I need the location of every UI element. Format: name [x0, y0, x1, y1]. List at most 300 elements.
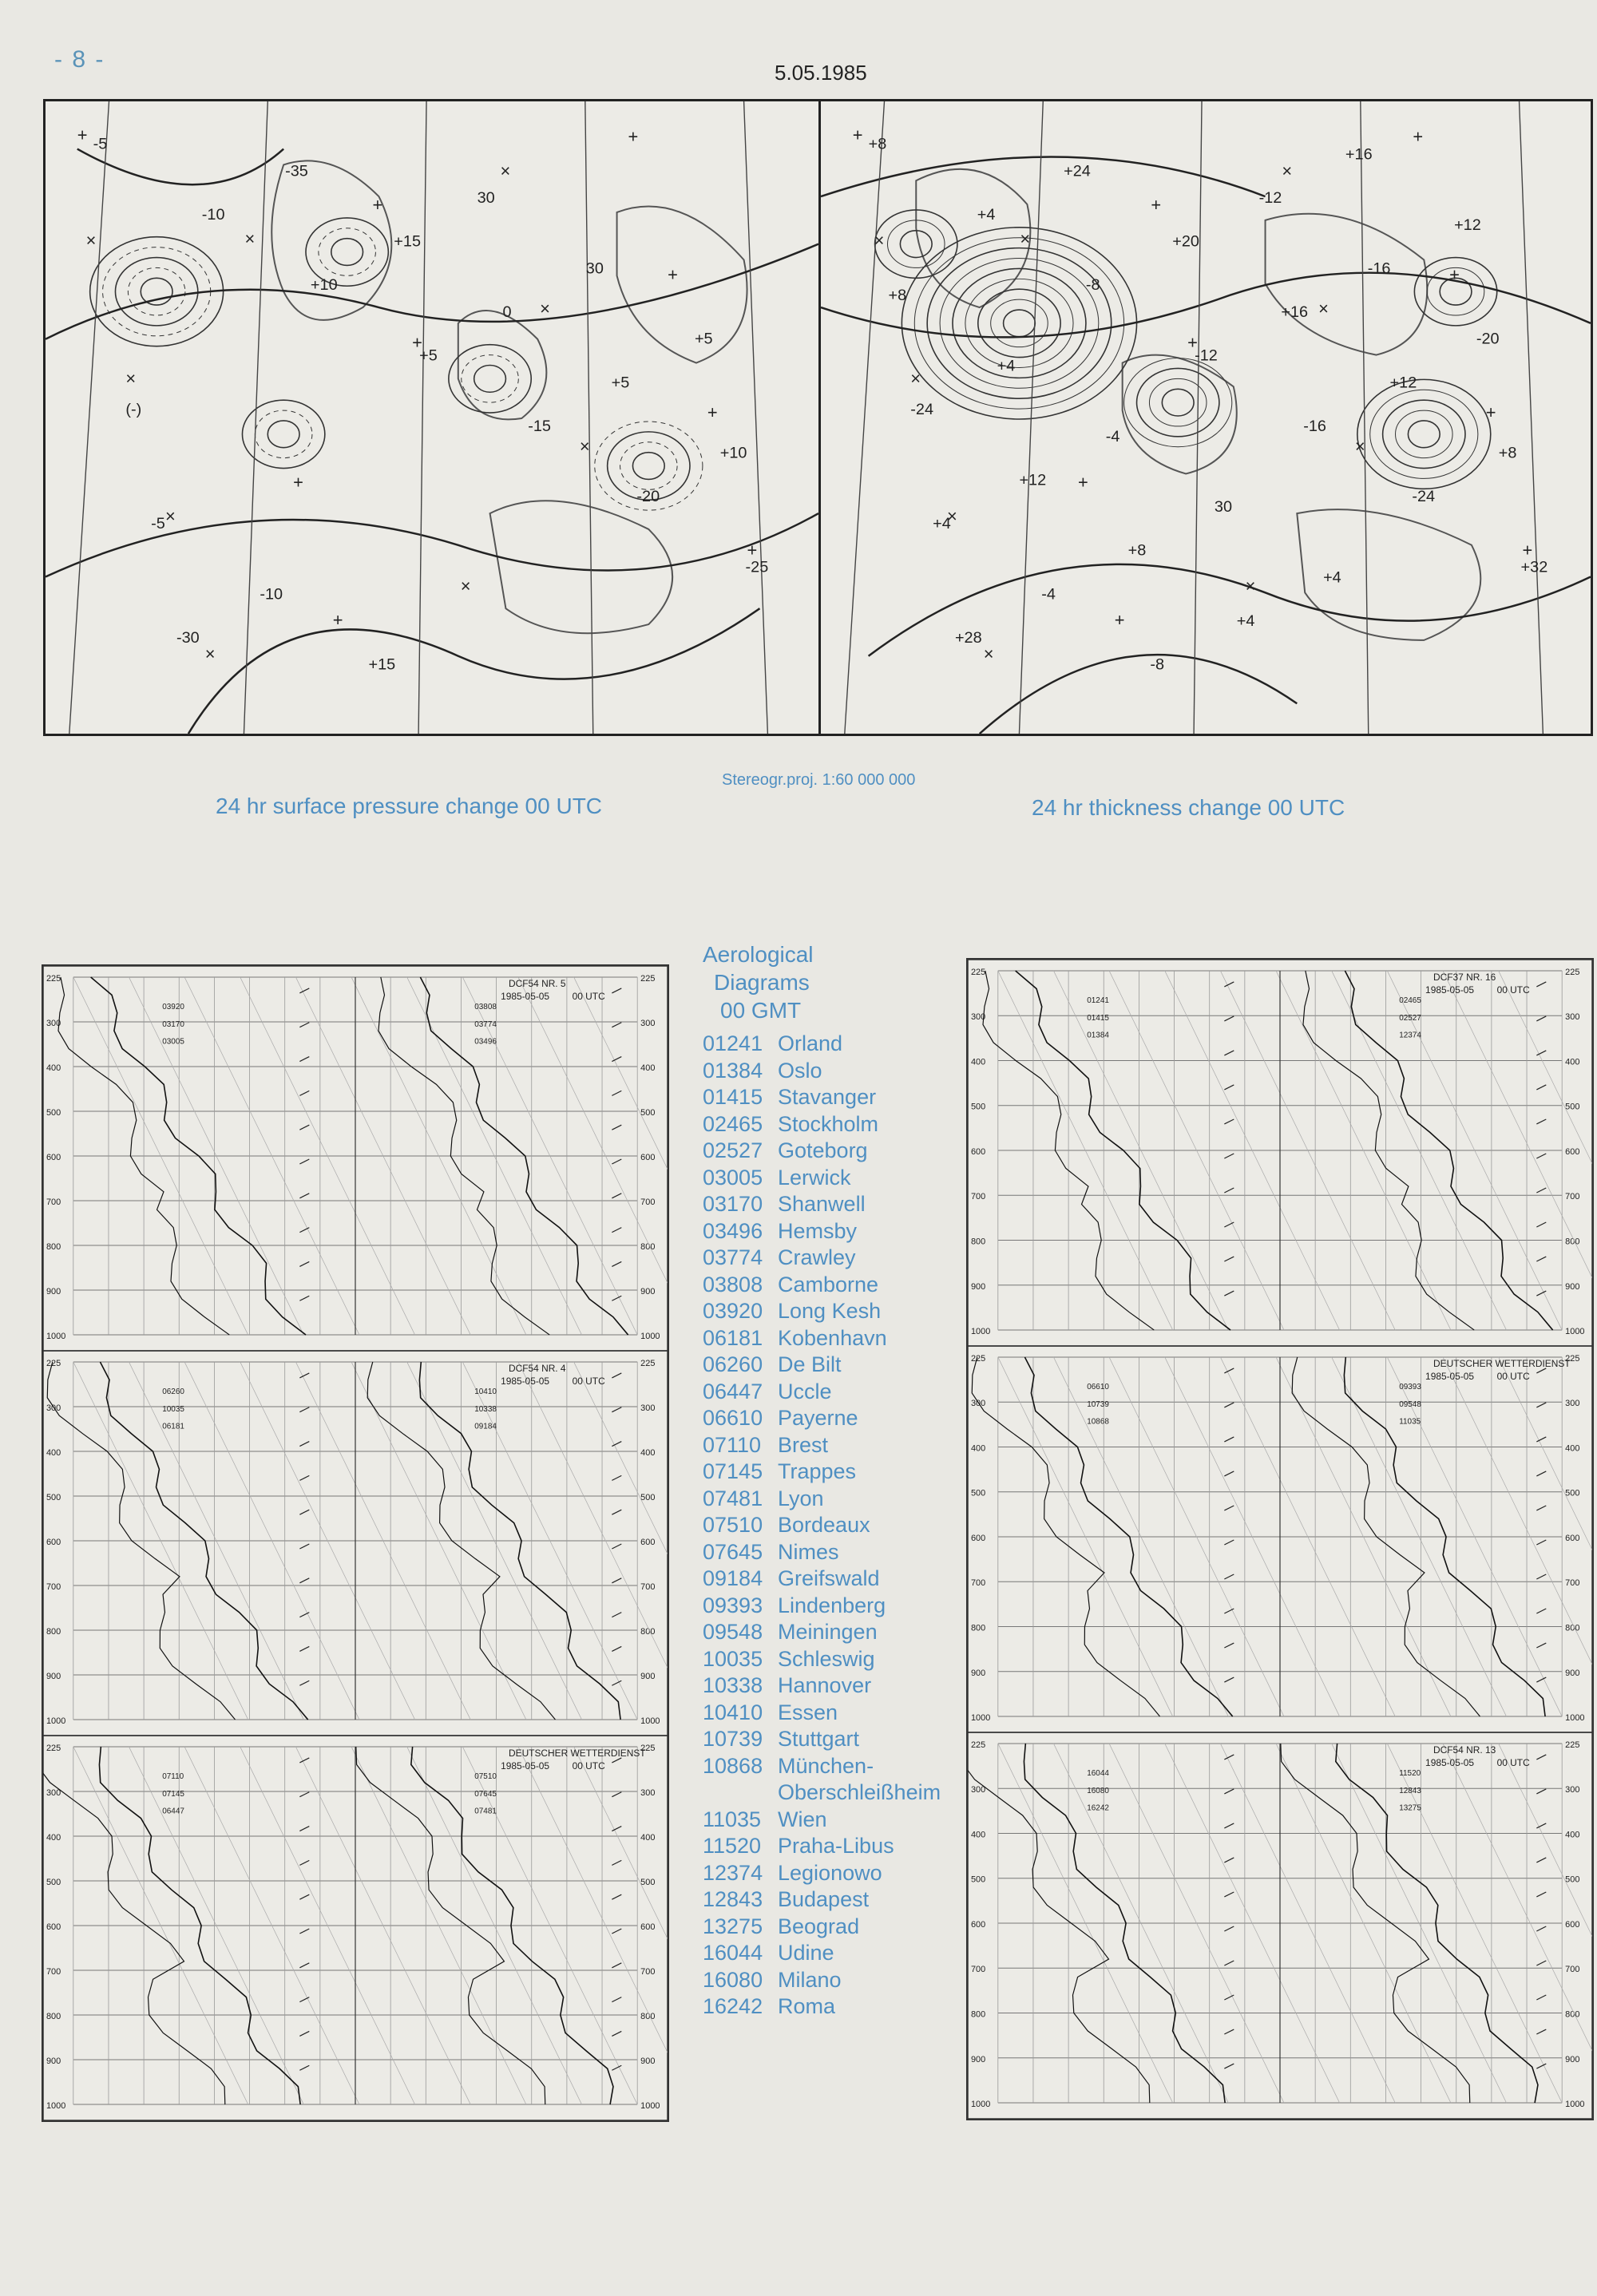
isoline-label: -5	[151, 514, 165, 532]
station-code: 10739	[703, 1727, 763, 1751]
wind-barb	[612, 1228, 621, 1233]
station-name: Bordeaux	[778, 1513, 870, 1537]
isoline-label: 30	[477, 189, 495, 208]
sounding-panel	[43, 966, 668, 1351]
pressure-level-label: 400	[640, 1447, 656, 1458]
station-code: 11035	[703, 1807, 762, 1831]
isoline-label: +28	[954, 628, 982, 647]
wind-barb	[612, 1475, 621, 1480]
station-name: Oberschleißheim	[778, 1780, 941, 1804]
wind-barb	[1224, 1119, 1234, 1124]
cross-marker: +	[293, 472, 303, 493]
panel-station-code: 09548	[1399, 1399, 1421, 1409]
sounding-panel	[968, 960, 1592, 1346]
station-row	[703, 1914, 958, 1941]
pressure-level-label: 300	[46, 1787, 61, 1798]
wind-barb	[1536, 1471, 1546, 1476]
wind-barb	[1536, 1961, 1546, 1965]
panel-station-code: 11035	[1399, 1417, 1421, 1427]
wind-barb	[1224, 1051, 1234, 1055]
wind-barb	[612, 1407, 621, 1412]
cross-marker: ×	[125, 368, 137, 389]
station-row	[703, 1753, 958, 1780]
wind-barb	[1224, 1403, 1234, 1407]
panel-date: 1985-05-05	[501, 990, 550, 1002]
wind-barb	[1224, 1892, 1234, 1897]
wind-barb	[612, 1091, 621, 1095]
cross-marker: ×	[204, 643, 216, 664]
pressure-level-label: 600	[46, 1537, 61, 1547]
isoline-label: +4	[1323, 568, 1341, 587]
isoline-label: -10	[260, 585, 283, 604]
station-name: Uccle	[778, 1379, 832, 1403]
wind-barb	[1224, 1016, 1234, 1021]
pressure-level-label: 900	[640, 1287, 656, 1297]
pressure-level-label: 400	[640, 1063, 656, 1073]
wind-barb	[299, 1057, 309, 1062]
wind-barb	[1224, 1085, 1234, 1090]
wind-barb	[1224, 2029, 1234, 2034]
panel-time: 00 UTC	[572, 990, 605, 1002]
wind-barb	[1536, 1574, 1546, 1579]
panel-time: 00 UTC	[572, 1375, 605, 1387]
station-name: Hannover	[778, 1673, 872, 1697]
station-row	[703, 1486, 958, 1513]
isoline-label: -15	[528, 417, 551, 435]
pressure-level-label: 1000	[46, 2101, 66, 2112]
wind-barb	[1224, 1368, 1234, 1373]
isoline-label: (-)	[125, 401, 142, 419]
panel-station-code: 10410	[474, 1387, 497, 1396]
pressure-level-label: 700	[1565, 1965, 1580, 1975]
station-list	[703, 940, 958, 2021]
pressure-level-label: 700	[970, 1965, 986, 1975]
panel-station-code: 06610	[1087, 1382, 1109, 1391]
pressure-level-label: 900	[1565, 1281, 1580, 1292]
wind-barb	[299, 1544, 309, 1549]
station-code: 03920	[703, 1299, 763, 1323]
list-title-line: Aerological	[703, 942, 814, 967]
pressure-level-label: 1000	[970, 1327, 991, 1337]
station-code: 07481	[703, 1486, 763, 1510]
station-code: 02465	[703, 1111, 763, 1136]
station-row	[703, 1726, 958, 1753]
station-name: Stavanger	[778, 1085, 877, 1109]
surface-pressure-change-map	[43, 99, 821, 736]
station-code: 03170	[703, 1192, 763, 1216]
cross-marker: +	[1413, 126, 1424, 147]
wind-barb	[1224, 1755, 1234, 1760]
isoline-label: -4	[1105, 427, 1120, 445]
pressure-level-label: 300	[1565, 1785, 1580, 1795]
pressure-level-label: 500	[640, 1492, 656, 1502]
pressure-level-label: 400	[1565, 1057, 1580, 1067]
pressure-level-label: 600	[970, 1533, 986, 1543]
pressure-level-label: 500	[46, 1492, 61, 1502]
panel-station-code: 16080	[1087, 1786, 1109, 1795]
wind-barb	[1536, 1755, 1546, 1760]
isoline-label: +10	[719, 444, 747, 462]
pressure-level-label: 225	[1565, 1740, 1580, 1750]
pressure-level-label: 225	[640, 973, 656, 984]
cross-marker: ×	[1282, 160, 1293, 181]
wind-barb	[612, 1646, 621, 1651]
station-row	[703, 1700, 958, 1727]
station-row	[703, 1084, 958, 1111]
isoline-label: -20	[1476, 330, 1500, 348]
pressure-level-label: 225	[640, 1743, 656, 1753]
station-name: Udine	[778, 1941, 834, 1965]
wind-barb	[612, 1057, 621, 1062]
thickness-change-map	[818, 99, 1593, 736]
panel-station-code: 12374	[1399, 1031, 1421, 1040]
cross-marker: +	[77, 125, 88, 145]
cross-marker: +	[707, 402, 718, 422]
pressure-level-label: 500	[46, 1107, 61, 1118]
pressure-level-label: 225	[46, 1358, 61, 1368]
isoline-label: +5	[611, 374, 630, 392]
station-row	[703, 1993, 958, 2021]
station-name: Goteborg	[778, 1138, 868, 1162]
pressure-level-label: 800	[1565, 1237, 1580, 1247]
cross-marker: ×	[1354, 436, 1365, 457]
pressure-level-label: 800	[640, 1627, 656, 1637]
station-row	[703, 1833, 958, 1860]
pressure-level-label: 1000	[46, 1332, 66, 1342]
station-name: Beograd	[778, 1914, 860, 1938]
wind-barb	[299, 988, 309, 993]
isoline-label: +4	[977, 205, 996, 224]
panel-station-code: 02465	[1399, 996, 1421, 1005]
pressure-level-label: 300	[640, 1403, 656, 1413]
station-row	[703, 1272, 958, 1299]
wind-barb	[299, 2031, 309, 2036]
weather-maps	[43, 99, 1595, 736]
pressure-level-label: 700	[46, 1966, 61, 1977]
station-row	[703, 1031, 958, 1058]
station-name: Oslo	[778, 1058, 822, 1083]
station-code: 03774	[703, 1245, 763, 1269]
cross-marker: ×	[1245, 576, 1256, 596]
panel-date: 1985-05-05	[501, 1375, 550, 1387]
pressure-level-label: 600	[46, 1152, 61, 1162]
wind-barb	[1536, 1995, 1546, 2000]
cross-marker: ×	[165, 506, 176, 527]
station-row	[703, 1860, 958, 1887]
wind-barb	[1224, 1961, 1234, 1965]
cross-marker: +	[668, 264, 678, 285]
cross-marker: ×	[85, 230, 97, 251]
isoline-label: -5	[93, 135, 108, 153]
pressure-level-label: 300	[1565, 1012, 1580, 1023]
cross-marker: +	[1449, 264, 1460, 285]
wind-barb	[612, 1373, 621, 1378]
pressure-level-label: 500	[640, 1877, 656, 1887]
isoline-label: +32	[1520, 558, 1548, 576]
isoline-label: -4	[1041, 585, 1056, 604]
pressure-level-label: 700	[46, 1197, 61, 1208]
station-name: Schleswig	[778, 1646, 875, 1671]
station-code: 01384	[703, 1058, 763, 1083]
pressure-level-label: 300	[640, 1018, 656, 1028]
station-code: 09393	[703, 1593, 763, 1617]
wind-barb	[612, 1929, 621, 1934]
station-row	[703, 1191, 958, 1218]
panel-station-code: 07510	[474, 1771, 497, 1781]
station-name: Payerne	[778, 1406, 858, 1430]
panel-station-code: 06260	[162, 1387, 184, 1396]
pressure-level-label: 400	[640, 1832, 656, 1843]
wind-barb	[1536, 1119, 1546, 1124]
wind-barb	[612, 1194, 621, 1198]
station-name: Legionowo	[778, 1860, 882, 1885]
station-row	[703, 1779, 958, 1807]
panel-station-code: 03170	[162, 1019, 184, 1029]
station-name: Greifswald	[778, 1566, 880, 1590]
pressure-level-label: 800	[46, 1627, 61, 1637]
wind-barb	[1536, 1188, 1546, 1193]
aerological-diagram-right	[966, 958, 1594, 2120]
isoline-label: 30	[585, 259, 604, 278]
station-name: Milano	[778, 1967, 842, 1992]
wind-barb	[1224, 1257, 1234, 1261]
wind-barb	[299, 2065, 309, 2070]
station-row	[703, 1058, 958, 1085]
isoline-label: +8	[1498, 444, 1517, 462]
pressure-level-label: 300	[1565, 1399, 1580, 1409]
station-name: Wien	[778, 1807, 827, 1831]
station-code: 09184	[703, 1566, 763, 1590]
station-code: 07645	[703, 1539, 763, 1564]
cross-marker: +	[1077, 472, 1088, 493]
station-row	[703, 1111, 958, 1138]
panel-station-code: 16044	[1087, 1768, 1109, 1778]
wind-barb	[1224, 1188, 1234, 1193]
pressure-level-label: 500	[970, 1102, 986, 1112]
isoline-label: -20	[636, 488, 660, 506]
wind-barb	[1536, 1892, 1546, 1897]
isoline-label: +16	[1345, 145, 1373, 164]
wind-barb	[299, 1125, 309, 1130]
sounding-panel	[968, 1346, 1592, 1732]
pressure-level-label: 1000	[640, 2101, 660, 2112]
pressure-level-label: 600	[1565, 1919, 1580, 1930]
cross-marker: +	[1187, 332, 1198, 353]
wind-barb	[299, 1827, 309, 1831]
panel-id: DCF54 NR. 4	[509, 1362, 566, 1374]
pressure-level-label: 225	[640, 1358, 656, 1368]
cross-marker: ×	[947, 506, 957, 527]
panel-id: DCF37 NR. 16	[1433, 971, 1496, 983]
station-name: Nimes	[778, 1539, 839, 1564]
wind-barb	[1536, 1051, 1546, 1055]
wind-barb	[1536, 1540, 1546, 1545]
wind-barb	[1536, 1403, 1546, 1407]
pressure-level-label: 300	[46, 1018, 61, 1028]
wind-barb	[612, 1963, 621, 1968]
panel-station-code: 01384	[1087, 1031, 1109, 1040]
station-code: 01415	[703, 1085, 763, 1109]
panel-date: 1985-05-05	[501, 1760, 550, 1771]
pressure-level-label: 1000	[1565, 1713, 1585, 1724]
station-name: Praha-Libus	[778, 1834, 894, 1858]
isoline-label: +8	[868, 135, 887, 153]
isoline-label: -16	[1303, 417, 1326, 435]
station-name: Crawley	[778, 1245, 856, 1269]
pressure-level-label: 400	[46, 1063, 61, 1073]
panel-station-code: 01415	[1087, 1013, 1109, 1023]
wind-barb	[299, 1475, 309, 1480]
station-row	[703, 1593, 958, 1620]
pressure-level-label: 300	[640, 1787, 656, 1798]
station-row	[703, 1352, 958, 1379]
pressure-level-label: 225	[1565, 967, 1580, 977]
pressure-level-label: 900	[640, 2057, 656, 2067]
panel-id: DEUTSCHER WETTERDIENST	[1433, 1357, 1571, 1369]
station-code: 10035	[703, 1646, 763, 1671]
panel-station-code: 03920	[162, 1002, 184, 1011]
wind-barb	[1536, 1643, 1546, 1648]
page-number: - 8 -	[54, 46, 105, 73]
aerological-diagram-left	[42, 964, 669, 2122]
wind-barb	[1224, 1291, 1234, 1296]
wind-barb	[1224, 1643, 1234, 1648]
station-code: 06181	[703, 1325, 763, 1350]
wind-barb	[1224, 2064, 1234, 2068]
cross-marker: ×	[983, 643, 994, 664]
station-name: Roma	[778, 1994, 836, 2018]
station-name: De Bilt	[778, 1352, 842, 1376]
thickness-change-chart	[821, 101, 1591, 734]
sounding-chart-left	[43, 966, 668, 2120]
station-row	[703, 1967, 958, 1994]
pressure-level-label: 500	[1565, 1874, 1580, 1885]
panel-station-code: 01241	[1087, 996, 1109, 1005]
station-row	[703, 1673, 958, 1700]
cross-marker: ×	[460, 576, 471, 596]
station-row	[703, 1379, 958, 1406]
pressure-level-label: 500	[640, 1107, 656, 1118]
wind-barb	[299, 1758, 309, 1763]
wind-barb	[612, 1578, 621, 1583]
wind-barb	[1224, 1789, 1234, 1794]
isoline-label: -10	[201, 205, 225, 224]
pressure-level-label: 300	[46, 1403, 61, 1413]
pressure-change-chart	[46, 101, 818, 734]
pressure-level-label: 400	[1565, 1443, 1580, 1454]
pressure-level-label: 800	[970, 1237, 986, 1247]
station-row	[703, 1165, 958, 1192]
wind-barb	[1536, 1257, 1546, 1261]
pressure-level-label: 700	[1565, 1192, 1580, 1202]
station-name: Camborne	[778, 1272, 879, 1296]
cross-marker: ×	[500, 160, 511, 181]
wind-barb	[299, 1929, 309, 1934]
station-code: 16242	[703, 1994, 763, 2018]
isoline-label: +12	[1454, 216, 1481, 234]
panel-station-code: 10739	[1087, 1399, 1109, 1409]
wind-barb	[299, 1091, 309, 1095]
pressure-level-label: 700	[640, 1197, 656, 1208]
wind-barb	[1536, 2029, 1546, 2034]
station-name: Brest	[778, 1432, 829, 1457]
station-list-title	[703, 940, 958, 1024]
wind-barb	[612, 1442, 621, 1447]
projection-scale: Stereogr.proj. 1:60 000 000	[722, 771, 916, 789]
pressure-level-label: 225	[970, 967, 986, 977]
panel-id: DCF54 NR. 5	[509, 977, 566, 989]
station-code: 07110	[703, 1432, 762, 1457]
wind-barb	[1224, 1574, 1234, 1579]
pressure-level-label: 900	[640, 1672, 656, 1682]
cross-marker: +	[412, 332, 422, 353]
isolines	[821, 101, 1591, 734]
station-name: Budapest	[778, 1887, 870, 1911]
wind-barb	[612, 1261, 621, 1266]
pressure-level-label: 1000	[970, 2100, 991, 2110]
isoline-label: 0	[502, 303, 512, 321]
wind-barb	[299, 1442, 309, 1447]
wind-barb	[1224, 1823, 1234, 1828]
pressure-level-label: 600	[640, 1152, 656, 1162]
panel-station-code: 10338	[474, 1404, 497, 1414]
wind-barb	[612, 1023, 621, 1027]
wind-barb	[1224, 1926, 1234, 1931]
cross-marker: ×	[579, 436, 590, 457]
pressure-level-label: 800	[1565, 2009, 1580, 2020]
panel-station-code: 03808	[474, 1002, 497, 1011]
station-code: 16080	[703, 1967, 763, 1992]
station-row	[703, 1298, 958, 1325]
panel-date: 1985-05-05	[1425, 984, 1475, 996]
pressure-level-label: 700	[46, 1581, 61, 1593]
wind-barb	[299, 1578, 309, 1583]
station-name: Shanwell	[778, 1192, 866, 1216]
isolines	[46, 101, 818, 734]
panel-station-code: 11520	[1399, 1768, 1421, 1778]
station-code: 16044	[703, 1941, 763, 1965]
station-code: 10410	[703, 1700, 763, 1724]
panel-station-code: 09184	[474, 1422, 497, 1431]
wind-barb	[1536, 1858, 1546, 1863]
station-code: 10868	[703, 1753, 763, 1778]
panel-station-code: 12843	[1399, 1786, 1421, 1795]
station-row	[703, 1432, 958, 1459]
wind-barb	[299, 1894, 309, 1899]
pressure-level-label: 400	[46, 1447, 61, 1458]
station-row	[703, 1405, 958, 1432]
isoline-label: -25	[745, 558, 769, 576]
pressure-level-label: 800	[1565, 1623, 1580, 1633]
wind-barb	[1536, 1609, 1546, 1613]
isoline-label: +5	[419, 346, 438, 365]
pressure-level-label: 1000	[640, 1716, 660, 1727]
station-row	[703, 1539, 958, 1566]
isoline-label: +15	[368, 655, 396, 674]
wind-barb	[612, 1544, 621, 1549]
pressure-level-label: 700	[640, 1966, 656, 1977]
panel-station-code: 13275	[1399, 1803, 1421, 1813]
pressure-level-label: 500	[970, 1488, 986, 1498]
wind-barb	[299, 1680, 309, 1685]
isoline-label: +20	[1172, 232, 1199, 251]
pressure-level-label: 225	[970, 1740, 986, 1750]
isoline-label: -8	[1085, 276, 1100, 295]
station-row	[703, 1138, 958, 1165]
wind-barb	[299, 1296, 309, 1300]
isoline-label: +5	[694, 330, 713, 348]
pressure-level-label: 800	[46, 2012, 61, 2022]
